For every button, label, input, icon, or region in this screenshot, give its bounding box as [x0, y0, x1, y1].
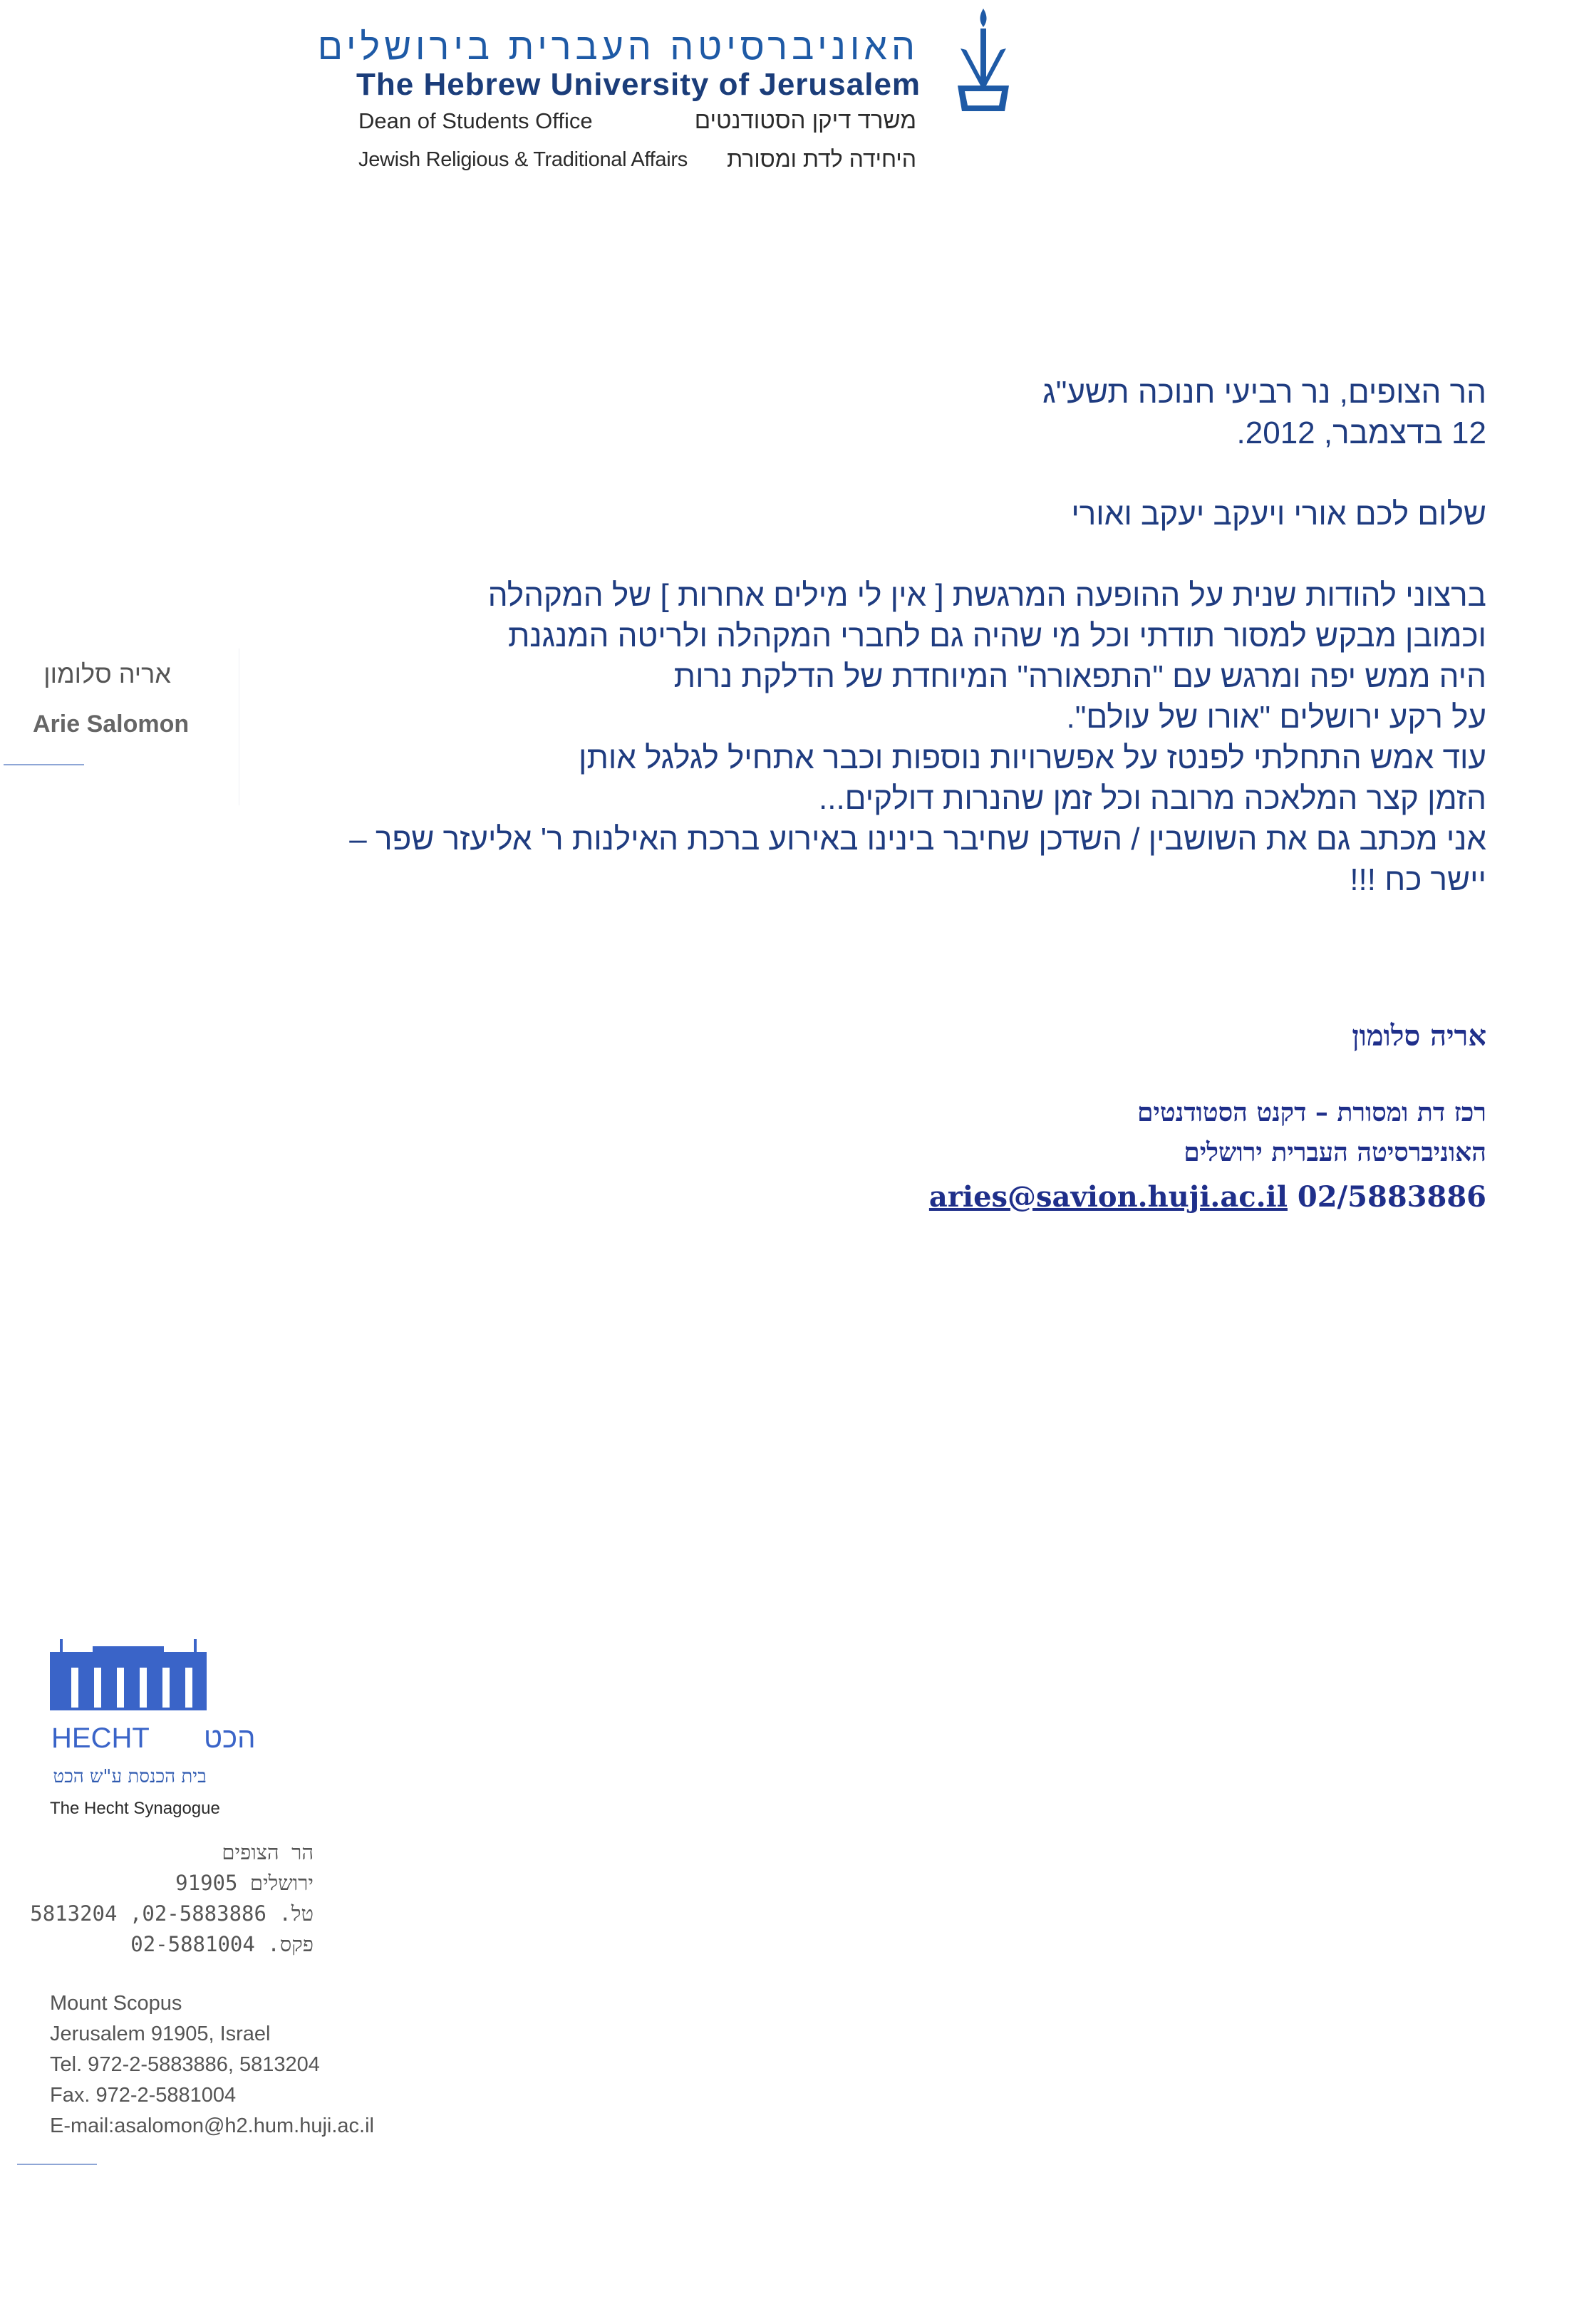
letter-line: ברצוני להודות שנית על ההופעה המרגשת [ אין לי מילים אחרות ] של המקהלה	[487, 578, 1486, 613]
hecht-logo-text-he: הכט	[204, 1723, 256, 1754]
address-line: הר הצופים	[222, 1840, 314, 1864]
letter-line: וכמובן מבקש למסור תודתי וכל מי שהיה גם לחברי המקהלה ולריטה המנגנת	[508, 619, 1486, 654]
signature-name: אריה סלומון	[1352, 1019, 1486, 1053]
footer-divider	[17, 2164, 97, 2165]
address-line: Jerusalem 91905, Israel	[50, 2023, 271, 2045]
address-email: E-mail:asalomon@h2.hum.huji.ac.il	[50, 2114, 374, 2137]
office-name-hebrew: משרד דיקן הסטודנטים	[694, 107, 916, 133]
hebrew-university-logo-icon	[955, 6, 1012, 113]
university-name-english: The Hebrew University of Jerusalem	[356, 67, 921, 102]
letter-line: על רקע ירושלים "אורו של עולם".	[1066, 700, 1486, 735]
hecht-synagogue-building-icon	[50, 1639, 256, 1767]
email-link[interactable]: aries@savion.huji.ac.il	[928, 1180, 1288, 1214]
letter-line: הזמן קצר המלאכה מרובה וכל זמן שהנרות דולקים...	[819, 781, 1486, 816]
signature-institution: האוניברסיטה העברית ירושלים	[1184, 1137, 1486, 1167]
address-line: פקס. 02-5881004	[130, 1932, 314, 1956]
letter-line: עוד אמש התחלתי לפנטז על אפשרויות נוספות וכבר אתחיל לגלגל אותן	[579, 740, 1486, 775]
address-line: טל. 02-5883886, 5813204	[30, 1901, 314, 1926]
address-line: Fax. 972-2-5881004	[50, 2084, 237, 2107]
letter-line: יישר כח !!!	[1350, 862, 1486, 897]
office-name-english: Dean of Students Office	[358, 108, 593, 133]
letter-body	[218, 372, 1486, 900]
letter-date: 12 בדצמבר, 2012.	[1236, 415, 1486, 450]
signature-contact	[929, 1180, 1486, 1214]
phone-number: 02/5883886	[1297, 1180, 1486, 1214]
address-line: Tel. 972-2-5883886, 5813204	[50, 2053, 320, 2076]
stamp-name-hebrew: אריה סלומון	[43, 659, 171, 688]
address-english	[50, 1988, 374, 2142]
address-line: ירושלים 91905	[175, 1871, 314, 1895]
hecht-logo-text-en: HECHT	[51, 1723, 150, 1754]
unit-name-hebrew: היחידה לדת ומסורת	[727, 146, 916, 172]
signature-title: רכז דת ומסורת – דקנט הסטודנטים	[1137, 1098, 1486, 1127]
letter-place-date: הר הצופים, נר רביעי חנוכה תשע"ג	[1042, 375, 1486, 410]
letter-line: היה ממש יפה ומרגש עם "התפאורה" המיוחדת של הדלקת נרות	[673, 659, 1486, 694]
stamp-name-english: Arie Salomon	[33, 711, 190, 738]
university-name-hebrew: האוניברסיטה העברית בירושלים	[317, 26, 919, 68]
unit-name-english: Jewish Religious & Traditional Affairs	[358, 148, 688, 171]
hecht-caption-hebrew: בית הכנסת ע"ש הכט	[53, 1766, 207, 1787]
hecht-caption-english: The Hecht Synagogue	[50, 1799, 220, 1818]
address-hebrew	[30, 1837, 314, 1960]
letter-greeting: שלום לכם אורי ויעקב יעקב ואורי	[1071, 497, 1486, 532]
address-line: Mount Scopus	[50, 1992, 182, 2015]
letter-line: אני מכתב גם את השושבין / השדכן שחיבר בינינו באירוע ברכת האילנות ר' אליעזר שפר –	[349, 822, 1486, 857]
stamp-divider	[4, 764, 84, 765]
